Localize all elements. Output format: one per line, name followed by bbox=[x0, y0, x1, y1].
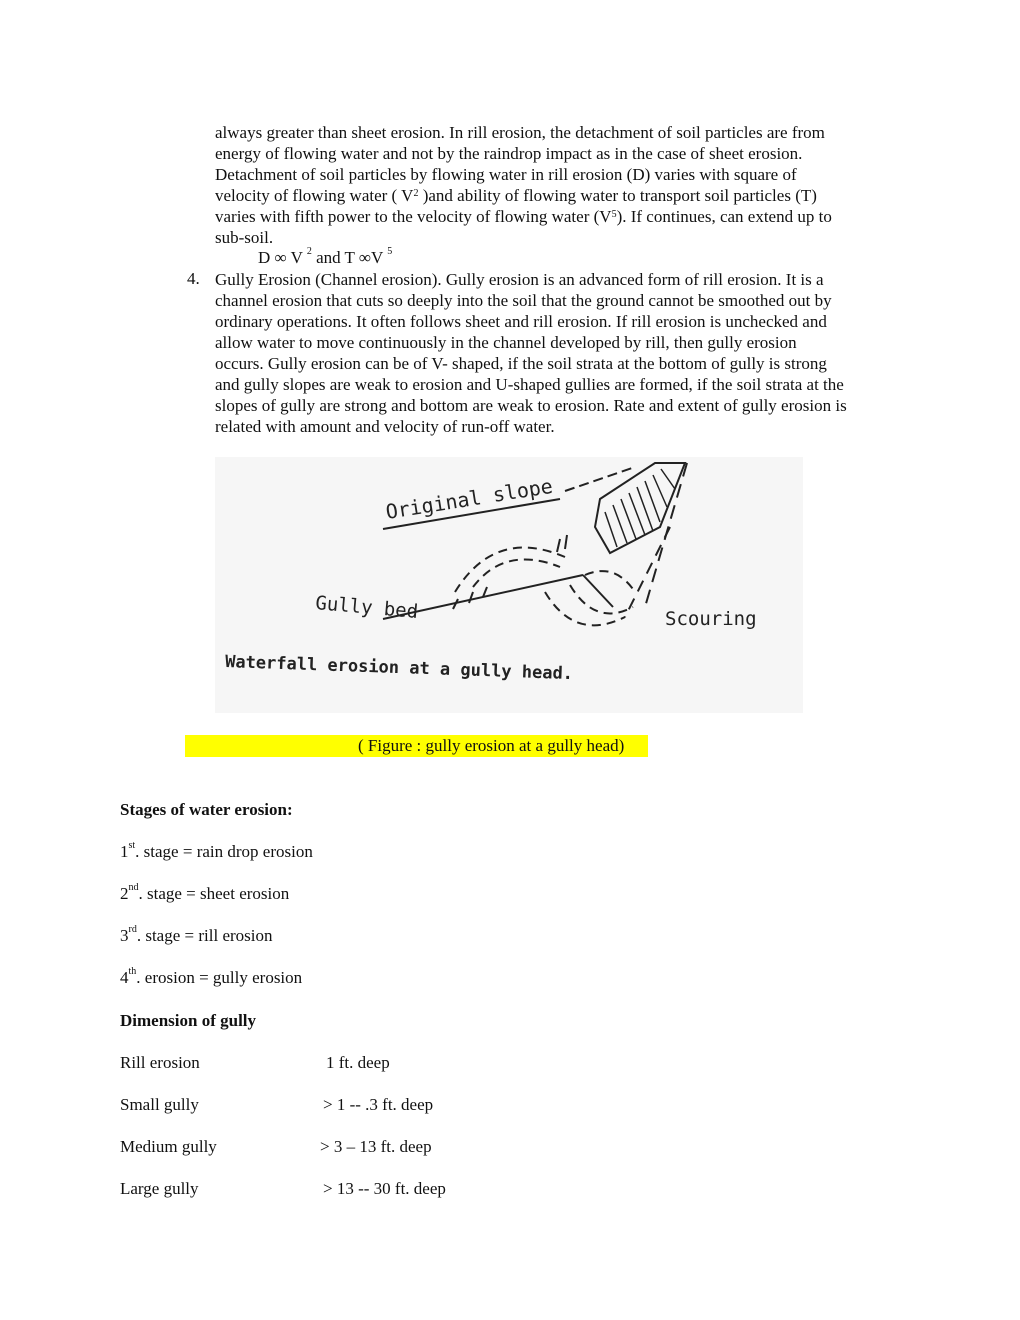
stage-item: 4th. erosion = gully erosion bbox=[120, 966, 303, 987]
intro-line: sub-soil. bbox=[215, 228, 274, 247]
stage-item: 2nd. stage = sheet erosion bbox=[120, 882, 290, 903]
intro-line: velocity of flowing water ( $V^2$ )and ability of flowing water to transport soil particles (T) bbox=[215, 186, 817, 205]
gully-line: channel erosion that cuts so deeply into the soil that the ground cannot be smoothed out by bbox=[215, 291, 832, 310]
intro-line: varies with fifth power to the velocity of flowing water $(V^5)$. If continues, can extend up to bbox=[215, 207, 832, 226]
stage-item: 3rd. stage = rill erosion bbox=[120, 924, 273, 945]
dimension-value: > 1 -- .3 ft. deep bbox=[323, 1095, 434, 1114]
stages-heading: Stages of water erosion: bbox=[120, 800, 293, 819]
erosion-formula: D ∞ V $^2$ and T ∞V $^5$ bbox=[258, 246, 393, 267]
original-slope-dash bbox=[565, 467, 635, 491]
intro-line: always greater than sheet erosion. In rill erosion, the detachment of soil particles are from bbox=[215, 123, 825, 142]
dimension-value: > 13 -- 30 ft. deep bbox=[323, 1179, 446, 1198]
label-gully-bed: Gully bed bbox=[314, 592, 420, 623]
list-number: 4. bbox=[187, 269, 200, 288]
gully-erosion-paragraph bbox=[215, 269, 905, 437]
stage-item: 1st. stage = rain drop erosion bbox=[120, 840, 313, 861]
hatch-lines bbox=[605, 469, 675, 547]
gully-line: occurs. Gully erosion can be of V- shaped, if the soil strata at the bottom of gully is strong bbox=[215, 354, 827, 373]
figure-caption: ( Figure : gully erosion at a gully head) bbox=[358, 736, 625, 755]
gully-line: slopes of gully are strong and bottom are weak to erosion. Rate and extent of gully erosion is bbox=[215, 396, 847, 415]
falling-water-line bbox=[583, 575, 613, 607]
gully-sketch bbox=[215, 457, 803, 713]
gully-line: Gully Erosion (Channel erosion). Gully erosion is an advanced form of rill erosion. It is a bbox=[215, 270, 824, 289]
gully-line: ordinary operations. It often follows sheet and rill erosion. If rill erosion is unchecked and bbox=[215, 312, 827, 331]
wall-dash bbox=[625, 527, 670, 617]
dimension-label: Small gully bbox=[120, 1095, 199, 1114]
intro-line: energy of flowing water and not by the raindrop impact as in the case of sheet erosion. bbox=[215, 144, 803, 163]
intro-line: Detachment of soil particles by flowing water in rill erosion (D) varies with square of bbox=[215, 165, 797, 184]
gully-line: allow water to move continuously in the channel developed by rill, then gully erosion bbox=[215, 333, 797, 352]
label-original-slope: Original slope bbox=[384, 473, 555, 524]
label-scouring: Scouring bbox=[665, 608, 757, 630]
dimension-value: > 3 – 13 ft. deep bbox=[320, 1137, 432, 1156]
gully-line: and gully slopes are weak to erosion and U-shaped gullies are formed, if the soil strata at the bbox=[215, 375, 844, 394]
dimension-label: Large gully bbox=[120, 1179, 199, 1198]
scour-arcs bbox=[455, 548, 635, 626]
dimension-heading: Dimension of gully bbox=[120, 1011, 257, 1030]
dimension-label: Medium gully bbox=[120, 1137, 217, 1156]
gully-head-figure bbox=[215, 457, 803, 713]
intro-paragraph bbox=[215, 122, 905, 248]
dimension-label: Rill erosion bbox=[120, 1053, 200, 1072]
gully-line: related with amount and velocity of run-off water. bbox=[215, 417, 555, 436]
dimension-value: 1 ft. deep bbox=[326, 1053, 390, 1072]
figure-title: Waterfall erosion at a gully head. bbox=[224, 652, 574, 685]
